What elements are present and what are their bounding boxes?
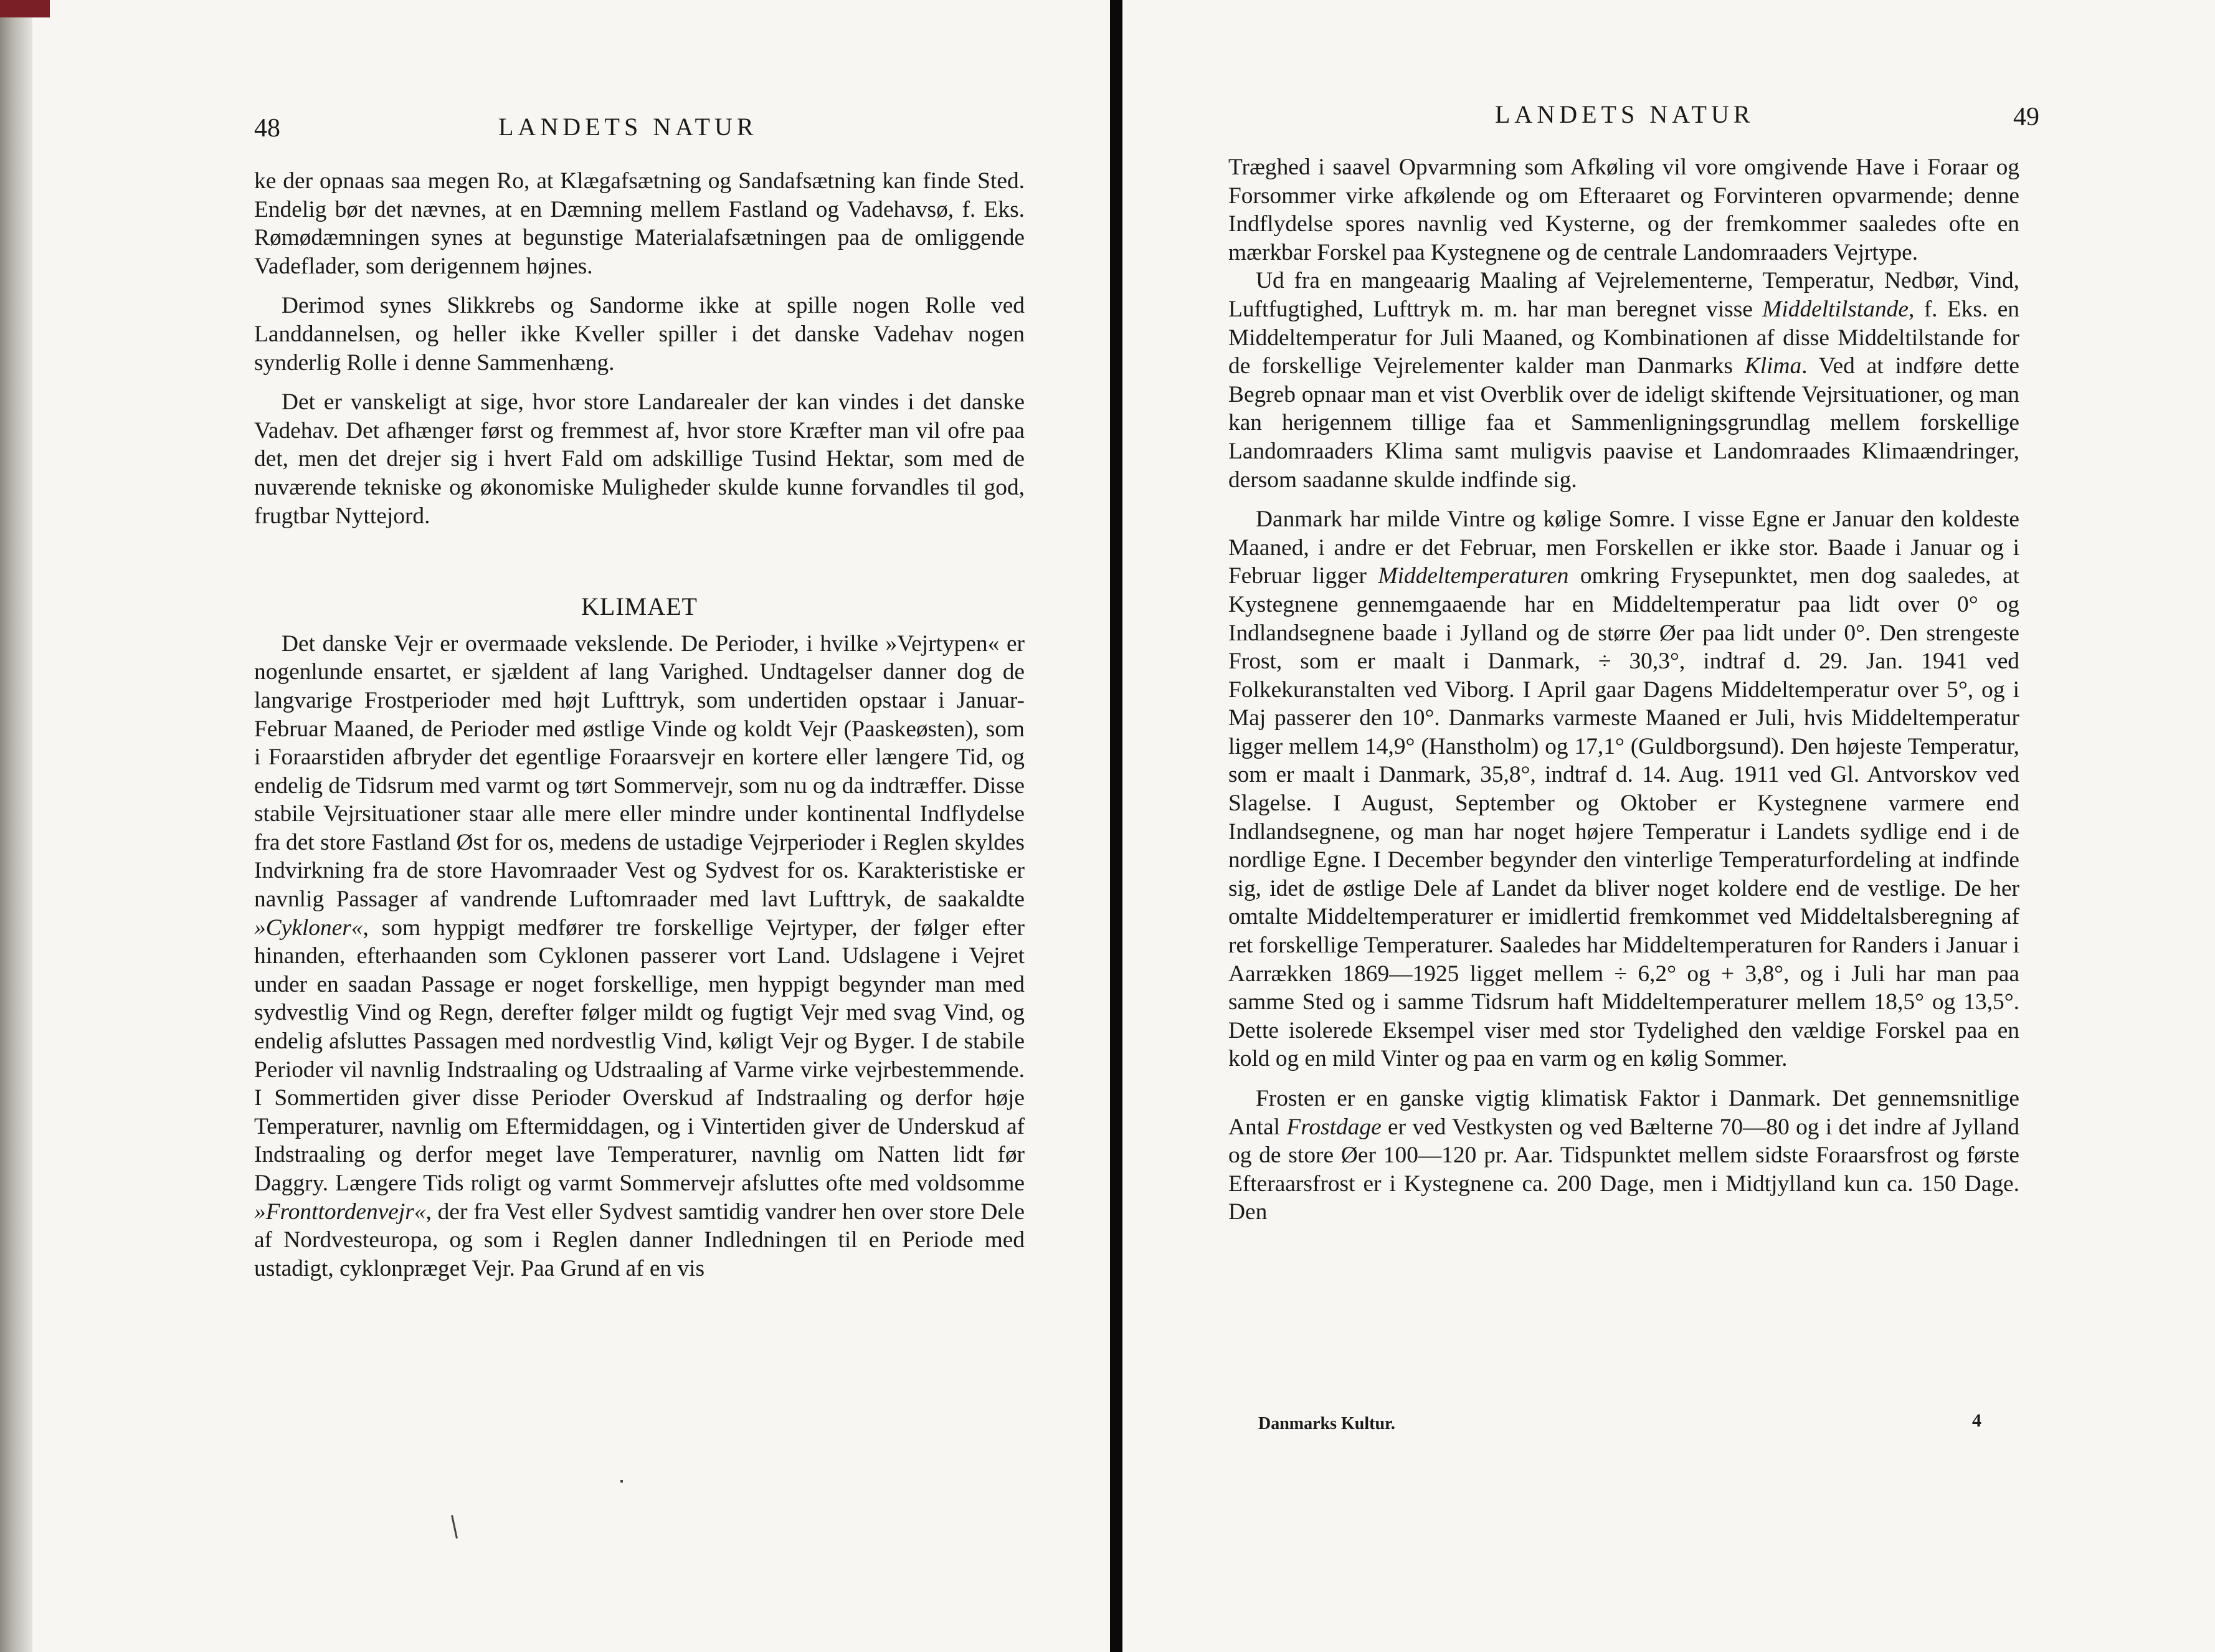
signature-mark: 4 xyxy=(1972,1410,1981,1431)
binding-mark xyxy=(0,0,50,17)
paragraph: ke der opnaas saa megen Ro, at Klægafsætning og Sandafsætning kan finde Sted. Endelig bør det nævnes, at en Dæmning mellem Fastland og Vadehavsø, f. Eks. Rømødæmningen synes at begunstige Materialafsætningen paa de omliggende Vadeflader, som derigennem højnes. xyxy=(254,168,1025,279)
paragraph xyxy=(1228,1085,2019,1227)
text-run: er ved Vestkysten og ved Bælterne 70—80 og i det indre af Jylland og de store Øer 100—120 pr. Aar. Tidspunktet mellem sidste Foraarsfrost og første Efteraarsfrost er i Kystegnene ca. 200 Dage, men i Midtjylland kun ca. 150 Dage. Den xyxy=(1228,1114,2019,1225)
emphasis: »Cykloner« xyxy=(254,914,363,941)
paragraph: Derimod synes Slikkrebs og Sandorme ikke at spille nogen Rolle ved Landdannelsen, og heller ikke Kveller spiller i det danske Vadehav nogen synderlig Rolle i denne Sammenhæng. xyxy=(254,293,1025,376)
speck xyxy=(620,1480,623,1483)
emphasis: Klima xyxy=(1744,353,1802,379)
page-number: 48 xyxy=(254,114,280,143)
text-run: omkring Frysepunktet, men dog saaledes, at Kystegnene gennemgaaende har en Middeltemperatur paa lidt over 0° og Indlandsegnene baade i Jylland og de større Øer paa lidt under 0°. Den strengeste Frost, som er maalt i Danmark, ÷ 30,3°, indtraf d. 29. Jan. 1941 ved Folkekuranstalten ved Viborg. I April gaar Dagens Middeltemperatur over 5°, og i Maj passerer den 10°. Danmarks varmeste Maaned er Juli, hvis Middeltemperatur ligger mellem 14,9° (Hanstholm) og 17,1° (Guldborgsund). Den højeste Temperatur, som er maalt i Danmark, 35,8°, indtraf d. 14. Aug. 1911 ved Gl. Antvorskov ved Slagelse. I August, September og Oktober er Kystegnene varmere end Indlandsegnene, og man har noget højere Temperatur i Landets sydlige end i de nordlige Egne. I December begynder den vinterlige Temperaturfordeling at indfinde sig, idet de østlige Dele af Landet da bliver noget koldere end de vestlige. De her omtalte Middeltemperaturer er imidlertid fremkommet ved Middeltalsberegning af ret forskellige Temperaturer. Saaledes har Middeltemperaturen for Randers i Januar i Aarrækken 1869—1925 ligget mellem ÷ 6,2° og + 3,8°, og i Juli har man paa samme Sted og i samme Tidsrum haft Middeltemperaturer mellem 18,5° og 13,5°. Dette isolerede Eksempel viser med stor Tydelighed den vældige Forskel paa en kold og en mild Vinter og paa en varm og en kølig Sommer. xyxy=(1228,563,2019,1072)
text-run: , f. Eks. en Middeltemperatur for Juli Maaned, og Kombinationen af disse Middeltilstande for de forskellige Vejrelementer kalder man Danmarks xyxy=(1228,296,2019,379)
left-text-column xyxy=(254,167,1025,1283)
emphasis: Frostdage xyxy=(1286,1114,1382,1140)
emphasis: Middeltilstande xyxy=(1762,296,1909,322)
running-head: LANDETS NATUR xyxy=(498,113,758,141)
text-run: Frosten er en ganske vigtig klimatisk Faktor i Danmark. Det gennemsnitlige Antal xyxy=(1228,1086,2019,1140)
right-text-column xyxy=(1228,153,2019,1227)
text-run: Ud fra en mangeaarig Maaling af Vejrelementerne, Temperatur, Nedbør, Vind, Luftfugtighed, Lufttryk m. m. har man beregnet visse xyxy=(1228,268,2019,322)
emphasis: »Fronttordenvejr« xyxy=(254,1199,426,1225)
paragraph xyxy=(1228,267,2019,494)
paragraph xyxy=(1228,505,2019,1073)
emphasis: Middeltemperaturen xyxy=(1378,563,1569,589)
section-heading: KLIMAET xyxy=(581,592,698,621)
text-run: . Ved at indføre dette Begreb opnaar man et vist Overblik over de ideligt skiftende Vejrsituationer, og man kan herigennem tillige faa et Sammenligningsgrundlag mellem forskellige Landomraaders Klima samt muligvis paavise et Landomraades Klimaændringer, dersom saadanne skulde indfinde sig. xyxy=(1228,353,2019,493)
page-number: 49 xyxy=(2013,103,2039,131)
footer-signature-title: Danmarks Kultur. xyxy=(1258,1414,1395,1433)
text-run: Det danske Vejr er overmaade vekslende. De Perioder, i hvilke »Vejrtypen« er nogenlunde ensartet, er sjældent af lang Varighed. Undtagelser danner dog de langvarige Frostperioder med højt Lufttryk, som undertiden opstaar i Januar-Februar Maaned, de Perioder med østlige Vinde og koldt Vejr (Paaskeøsten), som i Foraarstiden afbryder det egentlige Foraarsvejr en kortere eller længere Tid, og endelig de Tidsrum med varmt og tørt Sommervejr, som nu og da indtræffer. Disse stabile Vejrsituationer staar alle mere eller mindre under kontinental Indflydelse fra det store Fastland Øst for os, medens de ustadige Vejrperioder i Reglen skyldes Indvirkning fra de store Havomraader Vest og Sydvest for os. Karakteristiske er navnlig Passager af vandrende Luftomraader med lavt Lufttryk, de saakaldte xyxy=(254,630,1025,913)
text-run: , der fra Vest eller Sydvest samtidig vandrer hen over store Dele af Nordvesteuropa, og som i Reglen danner Indledningen til en Periode med ustadigt, cyklonpræget Vejr. Paa Grund af en vis xyxy=(254,1199,1025,1281)
text-run: Danmark har milde Vintre og kølige Somre. I visse Egne er Januar den koldeste Maaned, i andre er det Februar, men Forskellen er ikke stor. Baade i Januar og i Februar ligger xyxy=(1228,506,2019,589)
paragraph: Det er vanskeligt at sige, hvor store Landarealer der kan vindes i det danske Vadehav. Det afhænger først og fremmest af, hvor store Kræfter man vil ofre paa det, men det drejer sig i hvert Fald om adskillige Tusind Hektar, som med de nuværende tekniske og økonomiske Muligheder skulde kunne forvandles til god, frugtbar Nyttejord. xyxy=(254,389,1025,529)
page-edge-shadow xyxy=(0,0,32,1652)
speck xyxy=(451,1515,458,1539)
running-head: LANDETS NATUR xyxy=(1495,100,1755,128)
paragraph xyxy=(254,630,1025,1283)
paragraph: Træghed i saavel Opvarmning som Afkøling vil vore omgivende Have i Foraar og Forsommer virke afkølende og om Efteraaret og Forvinteren opvarmende; denne Indflydelse spores navnlig ved Kysterne, og der fremkommer saaledes ofte en mærkbar Forskel paa Kystegnene og de centrale Landomraaders Vejrtype. xyxy=(1228,154,2019,265)
right-page xyxy=(1122,0,2215,1652)
text-run: , som hyppigt medfører tre forskellige Vejrtyper, der følger efter hinanden, efterhaanden som Cyklonen passerer vort Land. Udslagene i Vejret under en saadan Passage er noget forskellige, men hyppigt begynder man med sydvestlig Vind og Regn, derefter følger mildt og fugtigt Vejr med svag Vind, og endelig afsluttes Passagen med nordvestlig Vind, køligt Vejr og Byger. I de stabile Perioder vil navnlig Indstraaling og Udstraaling af Varme virke vejrbestemmende. I Sommertiden giver disse Perioder Overskud af Indstraaling og derfor høje Temperaturer, navnlig om Eftermiddagen, og i Vintertiden giver de Underskud af Indstraaling og derfor meget lave Temperaturer, navnlig om Natten lidt før Daggry. Længere Tids roligt og varmt Sommervejr afsluttes ofte med voldsomme xyxy=(254,914,1025,1196)
